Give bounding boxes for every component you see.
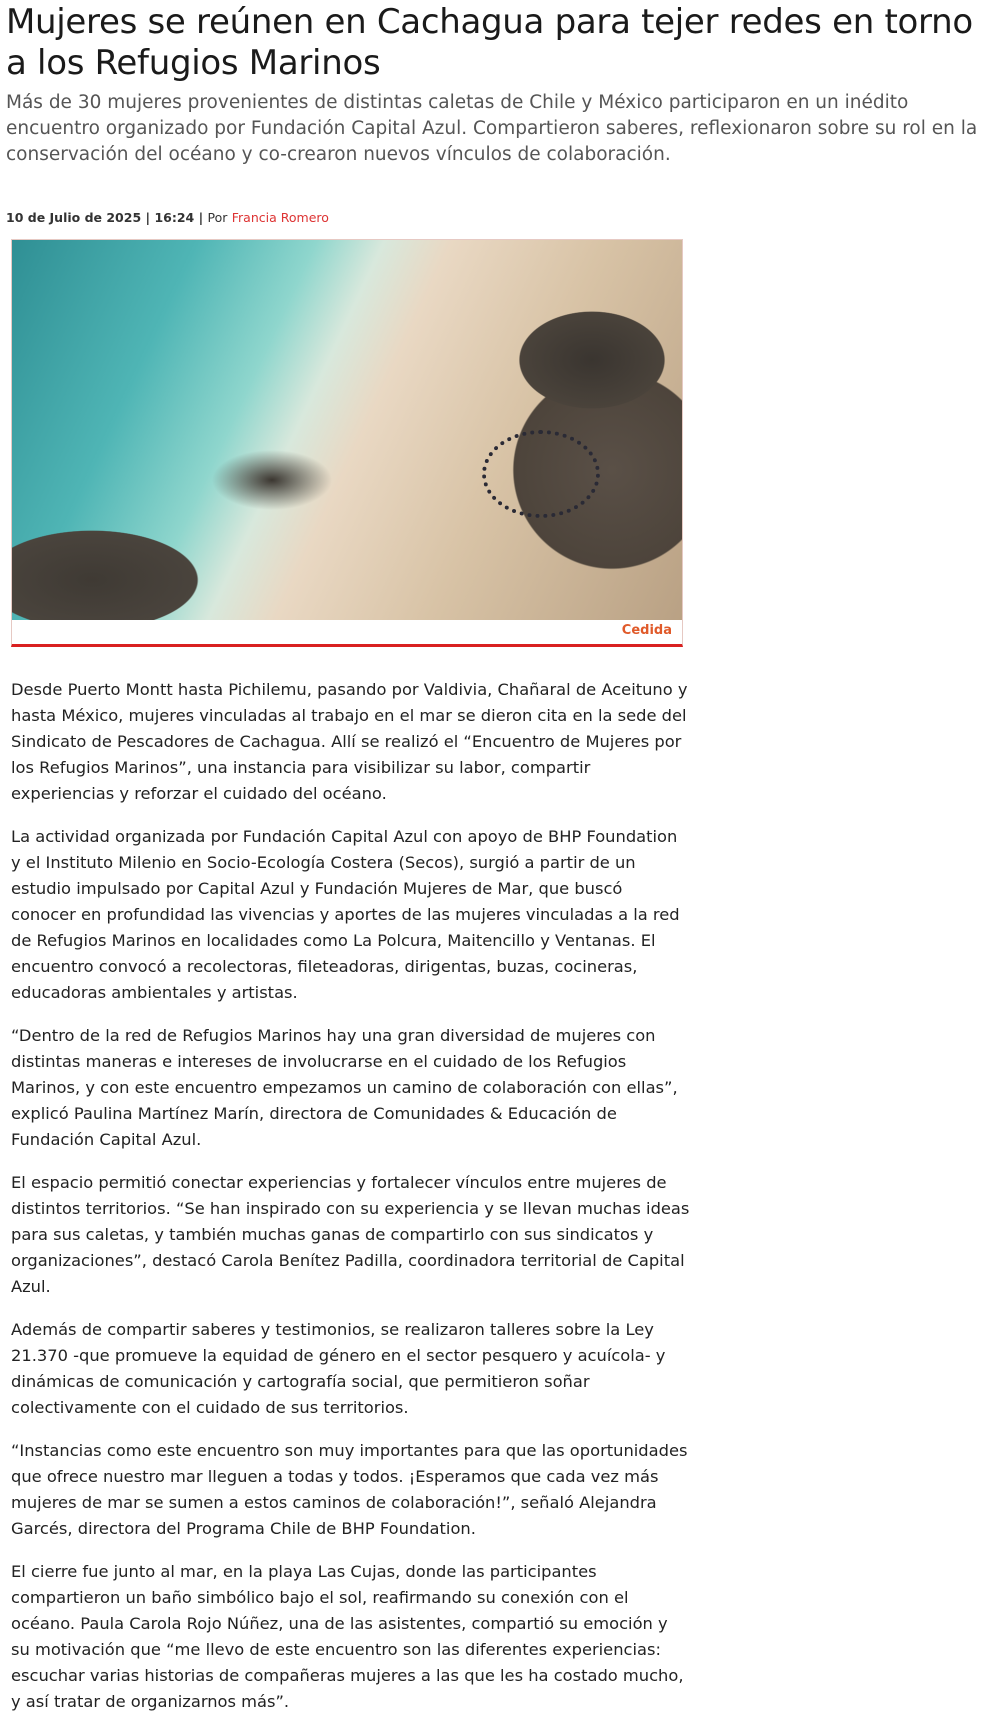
paragraph: Además de compartir saberes y testimonios, se realizaron talleres sobre la Ley 21.370 -que promueve la equidad de género en el sector pesquero y acuícola- y dinámicas de comunicación y cartografía social, que permitieron soñar colectivamente con el cuidado de sus territorios.: [11, 1320, 666, 1417]
paragraph: El cierre fue junto al mar, en la playa Las Cujas, donde las participantes compartieron un baño simbólico bajo el sol, reafirmando su conexión con el océano. Paula Carola Rojo Núñez, una de las asistentes, compartió su emoción y su motivación que “me llevo de este encuentro son las diferentes experiencias: escuchar varias historias de compañeras mujeres a las que les ha costado mucho, y así tratar de organizarnos más”.: [11, 1562, 684, 1711]
paragraph: El espacio permitió conectar experiencias y fortalecer vínculos entre mujeres de distintos territorios. “Se han inspirado con su experiencia y se llevan muchas ideas para sus caletas, y también muchas ganas de compartirlo con sus sindicatos y organizaciones”, destacó Carola Benítez Padilla, coordinadora territorial de Capital Azul.: [11, 1173, 690, 1296]
paragraph: La actividad organizada por Fundación Capital Azul con apoyo de BHP Foundation y el Instituto Milenio en Socio-Ecología Costera (Secos), surgió a partir de un estudio impulsado por Capital Azul y Fundación Mujeres de Mar, que buscó conocer en profundidad las vivencias y aportes de las mujeres vinculadas a la red de Refugios Marinos en localidades como La Polcura, Maitencillo y Ventanas. El encuentro convocó a recolectoras, fileteadoras, dirigentas, buzas, cocineras, educadoras ambientales y artistas.: [11, 827, 680, 1002]
article-lead: Más de 30 mujeres provenientes de distintas caletas de Chile y México participaron en un inédito encuentro organizado por Fundación Capital Azul. Compartieron saberes, reflexionaron sobre su rol en la conservación del océano y co-crearon nuevos vínculos de colaboración.: [6, 92, 978, 165]
article: [0, 2, 1000, 1715]
author-link[interactable]: Francia Romero: [231, 210, 329, 225]
article-photo[interactable]: [12, 240, 682, 620]
by-label: Por: [207, 210, 228, 225]
people-circle: [482, 430, 600, 518]
paragraph: Desde Puerto Montt hasta Pichilemu, pasando por Valdivia, Chañaral de Aceituno y hasta México, mujeres vinculadas al trabajo en el mar se dieron cita en la sede del Sindicato de Pescadores de Cachagua. Allí se realizó el “Encuentro de Mujeres por los Refugios Marinos”, una instancia para visibilizar su labor, compartir experiencias y reforzar el cuidado del océano.: [11, 680, 688, 803]
article-figure: [11, 239, 683, 647]
article-title: Mujeres se reúnen en Cachagua para tejer redes en torno a los Refugios Marinos: [6, 2, 973, 83]
article-meta: 10 de Julio de 2025 | 16:24 | Por Francia Romero: [6, 210, 329, 225]
publish-date: 10 de Julio de 2025: [6, 210, 142, 225]
photo-caption: Cedida: [621, 623, 672, 638]
paragraph: “Instancias como este encuentro son muy importantes para que las oportunidades que ofrece nuestro mar lleguen a todas y todos. ¡Esperamos que cada vez más mujeres de mar se sumen a estos caminos de colaboración!”, señaló Alejandra Garcés, directora del Programa Chile de BHP Foundation.: [11, 1441, 688, 1538]
paragraph: “Dentro de la red de Refugios Marinos hay una gran diversidad de mujeres con distintas maneras e intereses de involucrarse en el cuidado de los Refugios Marinos, y con este encuentro empezamos un camino de colaboración con ellas”, explicó Paulina Martínez Marín, directora de Comunidades & Educación de Fundación Capital Azul.: [11, 1026, 678, 1149]
article-body: [11, 677, 691, 1715]
publish-time: 16:24: [154, 210, 195, 225]
